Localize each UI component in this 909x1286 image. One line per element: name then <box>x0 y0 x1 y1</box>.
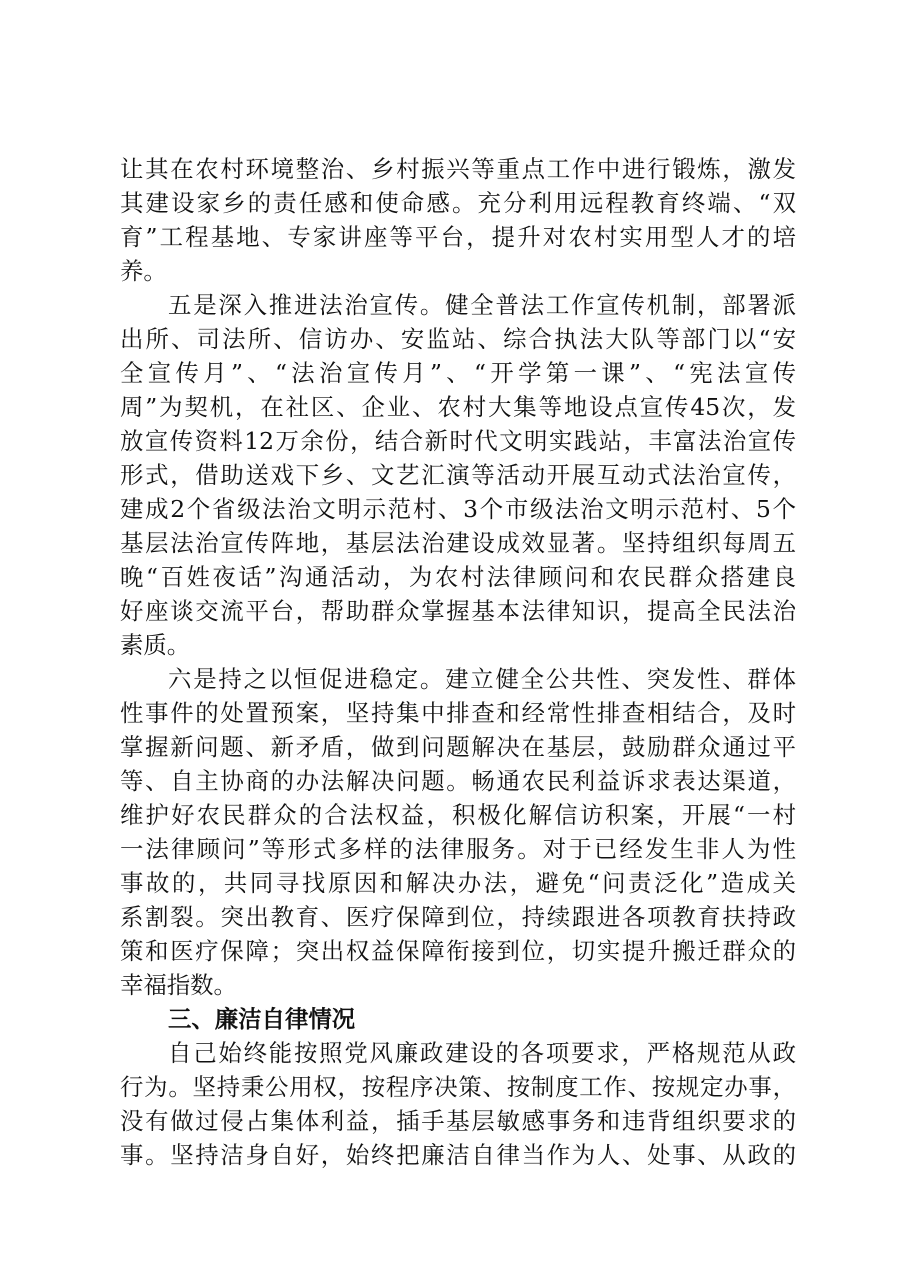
paragraph-line: 没有做过侵占集体利益，插手基层敏感事务和违背组织要求的 <box>120 1107 796 1135</box>
paragraph-line: 育”工程基地、专家讲座等平台，提升对农村实用型人才的培 <box>120 223 796 251</box>
paragraph-line: 晚“百姓夜话”沟通活动，为农村法律顾问和农民群众搭建良 <box>120 563 796 591</box>
paragraph-line: 六是持之以恒促进稳定。建立健全公共性、突发性、群体 <box>168 665 796 693</box>
paragraph-line: 幸福指数。 <box>120 971 237 999</box>
paragraph-line: 等、自主协商的办法解决问题。畅通农民利益诉求表达渠道， <box>120 767 796 795</box>
paragraph-line: 其建设家乡的责任感和使命感。充分利用远程教育终端、“双 <box>120 189 796 217</box>
paragraph-line: 周”为契机，在社区、企业、农村大集等地设点宣传45次，发 <box>120 393 796 421</box>
paragraph-line: 养。 <box>120 257 167 285</box>
paragraph-line: 维护好农民群众的合法权益，积极化解信访积案，开展“一村 <box>120 801 796 829</box>
paragraph-line: 事。坚持洁身自好，始终把廉洁自律当作为人、处事、从政的 <box>120 1141 796 1169</box>
paragraph-line: 放宣传资料12万余份，结合新时代文明实践站，丰富法治宣传 <box>120 427 796 455</box>
paragraph-line: 一法律顾问”等形式多样的法律服务。对于已经发生非人为性 <box>120 835 796 863</box>
paragraph-line: 全宣传月”、“法治宣传月”、“开学第一课”、“宪法宣传 <box>120 359 796 387</box>
section-heading: 三、廉洁自律情况 <box>168 1005 356 1033</box>
paragraph-line: 出所、司法所、信访办、安监站、综合执法大队等部门以“安 <box>120 325 796 353</box>
paragraph-line: 基层法治宣传阵地，基层法治建设成效显著。坚持组织每周五 <box>120 529 796 557</box>
paragraph-line: 建成2个省级法治文明示范村、3个市级法治文明示范村、5个 <box>120 495 796 523</box>
paragraph-line: 自己始终能按照党风廉政建设的各项要求，严格规范从政 <box>168 1039 796 1067</box>
paragraph-line: 性事件的处置预案，坚持集中排查和经常性排查相结合，及时 <box>120 699 796 727</box>
paragraph-line: 好座谈交流平台，帮助群众掌握基本法律知识，提高全民法治 <box>120 597 796 625</box>
paragraph-line: 素质。 <box>120 631 191 659</box>
paragraph-line: 形式，借助送戏下乡、文艺汇演等活动开展互动式法治宣传， <box>120 461 796 489</box>
paragraph-line: 事故的，共同寻找原因和解决办法，避免“问责泛化”造成关 <box>120 869 796 897</box>
paragraph-line: 策和医疗保障；突出权益保障衔接到位，切实提升搬迁群众的 <box>120 937 796 965</box>
paragraph-line: 五是深入推进法治宣传。健全普法工作宣传机制，部署派 <box>168 291 796 319</box>
paragraph-line: 让其在农村环境整治、乡村振兴等重点工作中进行锻炼，激发 <box>120 155 796 183</box>
paragraph-line: 系割裂。突出教育、医疗保障到位，持续跟进各项教育扶持政 <box>120 903 796 931</box>
paragraph-line: 掌握新问题、新矛盾，做到问题解决在基层，鼓励群众通过平 <box>120 733 796 761</box>
paragraph-line: 行为。坚持秉公用权，按程序决策、按制度工作、按规定办事， <box>120 1073 796 1101</box>
